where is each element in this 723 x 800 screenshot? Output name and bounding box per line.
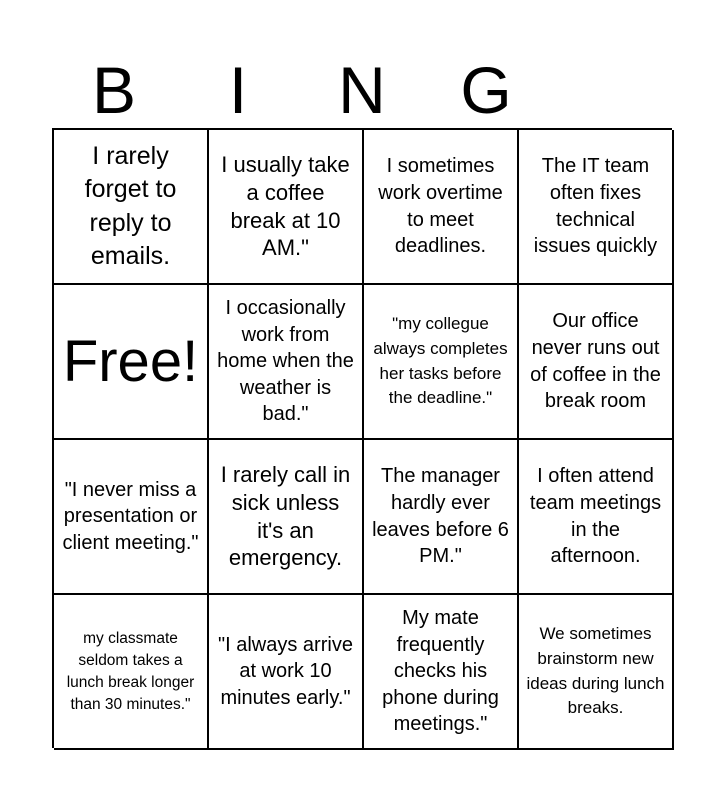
header-letter-b: B — [91, 53, 137, 127]
cell-text: We sometimes brainstorm new ideas during lunch breaks. — [526, 624, 665, 718]
bingo-cell[interactable] — [209, 595, 364, 750]
bingo-cell[interactable] — [364, 285, 519, 440]
header-letter-i: I — [228, 53, 248, 127]
cell-text: my classmate seldom takes a lunch break longer than 30 minutes." — [66, 629, 195, 713]
cell-text: "I always arrive at work 10 minutes early." — [218, 633, 353, 709]
cell-text: I sometimes work overtime to meet deadlines. — [378, 155, 503, 258]
bingo-cell[interactable] — [519, 130, 674, 285]
cell-text: I usually take a coffee break at 10 AM." — [221, 151, 350, 261]
bingo-cell[interactable] — [519, 285, 674, 440]
cell-text: "my collegue always completes her tasks before the deadline." — [373, 314, 508, 408]
bingo-cell[interactable] — [54, 595, 209, 750]
cell-text: The IT team often fixes technical issues quickly — [533, 155, 658, 258]
cell-text: I rarely forget to reply to emails. — [84, 142, 177, 270]
bingo-header — [52, 52, 672, 128]
bingo-cell[interactable] — [519, 595, 674, 750]
bingo-cell[interactable] — [364, 595, 519, 750]
cell-text: My mate frequently checks his phone during meetings." — [382, 607, 499, 736]
cell-text: "I never miss a presentation or client meeting." — [62, 478, 199, 554]
bingo-grid — [52, 128, 672, 748]
bingo-cell[interactable] — [54, 440, 209, 595]
bingo-cell[interactable] — [209, 440, 364, 595]
header-letter-n: N — [338, 53, 386, 127]
header-letter-g: G — [460, 53, 512, 127]
bingo-cell[interactable] — [364, 440, 519, 595]
free-space-cell[interactable] — [54, 285, 209, 440]
cell-text: I occasionally work from home when the weather is bad." — [217, 297, 354, 426]
bingo-cell[interactable] — [364, 130, 519, 285]
bingo-cell[interactable] — [519, 440, 674, 595]
free-space-label: Free! — [62, 328, 199, 394]
cell-text: I often attend team meetings in the afternoon. — [529, 465, 662, 568]
bingo-cell[interactable] — [209, 130, 364, 285]
cell-text: Our office never runs out of coffee in the break room — [530, 310, 661, 413]
cell-text: The manager hardly ever leaves before 6 PM." — [372, 465, 509, 568]
cell-text: I rarely call in sick unless it's an emergency. — [220, 461, 351, 571]
bingo-cell[interactable] — [209, 285, 364, 440]
bingo-cell[interactable] — [54, 130, 209, 285]
